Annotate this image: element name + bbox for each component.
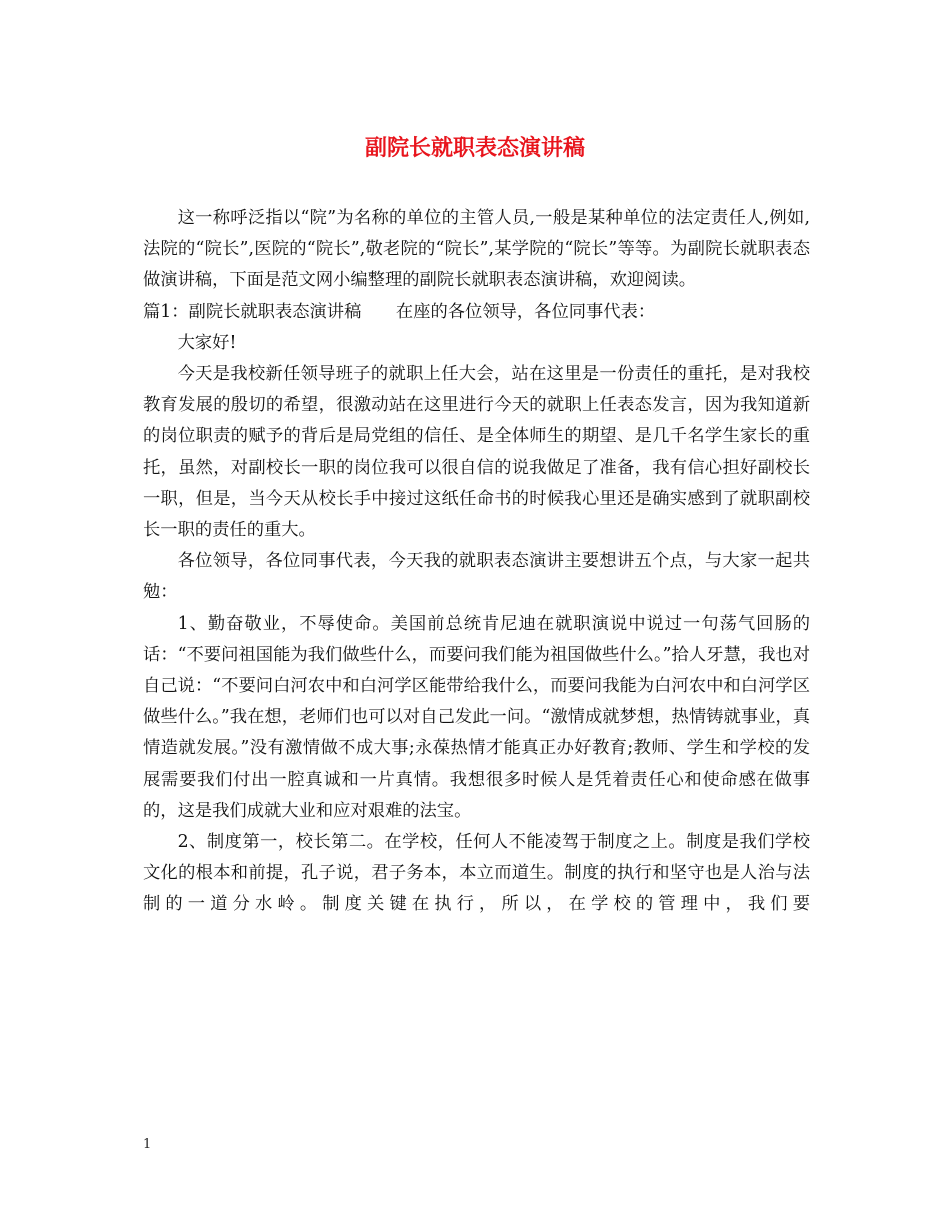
paragraph-greeting: 大家好! (177, 332, 237, 353)
paragraph-intro: 这一称呼泛指以“院”为名称的单位的主管人员,一般是某种单位的法定责任人,例如,法院的“院长”,医院的“院长”,敬老院的“院长”,某学院的“院长”等等。为副院长就职表态做演讲稿，下面是范文网小编整理的副院长就职表态演讲稿，欢迎阅读。 (143, 208, 810, 291)
paragraph-point-1: 1、勤奋敬业，不辱使命。美国前总统肯尼迪在就职演说中说过一句荡气回肠的话：“不要问祖国能为我们做些什么，而要问我们能为祖国做些什么。”拾人牙慧，我也对自己说：“不要问白河农中和白河学区能带给我什么，而要问我能为白河农中和白河学区做些什么。”我在想，老师们也可以对自己发此一问。“激情成就梦想，热情铸就事业，真情造就发展。”没有激情做不成大事;永葆热情才能真正办好教育;教师、学生和学校的发展需要我们付出一腔真诚和一片真情。我想很多时候人是凭着责任心和使命感在做事的，这是我们成就大业和应对艰难的法宝。 (143, 613, 810, 821)
paragraph-point-2: 2、制度第一，校长第二。在学校，任何人不能凌驾于制度之上。制度是我们学校文化的根本和前提，孔子说，君子务本，本立而道生。制度的执行和坚守也是人治与法制的一道分水岭。制度关键在执行，所以，在学校的管理中，我们要 (143, 832, 810, 915)
page-number: 1 (143, 1137, 152, 1152)
document-body (143, 203, 810, 921)
document-title: 副院长就职表态演讲稿 (364, 135, 585, 161)
paragraph-section-heading: 篇1：副院长就职表态演讲稿 在座的各位领导，各位同事代表： (143, 301, 656, 322)
paragraph-points-intro: 各位领导，各位同事代表，今天我的就职表态演讲主要想讲五个点，与大家一起共勉： (143, 551, 810, 603)
paragraph-opening: 今天是我校新任领导班子的就职上任大会，站在这里是一份责任的重托，是对我校教育发展的殷切的希望，很激动站在这里进行今天的就职上任表态发言，因为我知道新的岗位职责的赋予的背后是局党组的信任、是全体师生的期望、是几千名学生家长的重托，虽然，对副校长一职的岗位我可以很自信的说我做足了准备，我有信心担好副校长一职，但是，当今天从校长手中接过这纸任命书的时候我心里还是确实感到了就职副校长一职的责任的重大。 (143, 364, 810, 541)
